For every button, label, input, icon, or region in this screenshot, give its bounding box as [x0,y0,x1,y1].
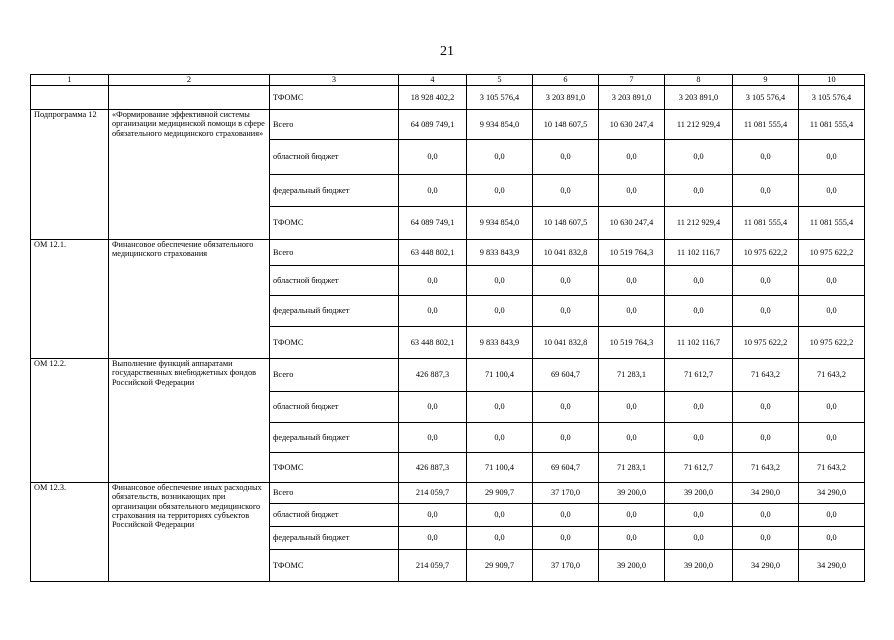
value-cell: 37 170,0 [533,483,599,504]
program-code: Подпрограмма 12 [31,110,109,240]
value-cell: 0,0 [665,140,733,175]
table-row [31,359,865,392]
value-cell: 10 630 247,4 [599,110,665,140]
value-cell: 0,0 [467,504,533,527]
value-cell: 0,0 [533,140,599,175]
value-cell: 0,0 [599,175,665,207]
table-body [31,86,865,582]
table-row [31,110,865,140]
value-cell: 69 604,7 [533,453,599,483]
value-cell: 39 200,0 [665,483,733,504]
value-cell: 3 203 891,0 [533,86,599,110]
value-cell: 0,0 [665,296,733,327]
program-description: «Формирование эффективной системы организации медицинской помощи в сфере обязательного медицинского страхования» [109,110,270,240]
funding-source: областной бюджет [270,392,399,423]
value-cell: 426 887,3 [399,359,467,392]
page-number: 21 [440,44,454,59]
value-cell: 34 290,0 [799,550,865,582]
value-cell: 214 059,7 [399,550,467,582]
value-cell: 64 089 749,1 [399,207,467,240]
value-cell: 0,0 [533,175,599,207]
value-cell: 9 833 843,9 [467,240,533,266]
value-cell: 0,0 [799,527,865,550]
value-cell: 0,0 [399,140,467,175]
value-cell: 71 283,1 [599,359,665,392]
column-number: 6 [533,75,599,86]
value-cell: 18 928 402,2 [399,86,467,110]
value-cell: 10 148 607,5 [533,207,599,240]
value-cell: 71 612,7 [665,359,733,392]
value-cell: 0,0 [799,504,865,527]
value-cell: 0,0 [799,140,865,175]
value-cell: 0,0 [799,423,865,453]
value-cell: 10 041 832,8 [533,240,599,266]
value-cell: 11 081 555,4 [733,110,799,140]
funding-source: ТФОМС [270,453,399,483]
funding-source: федеральный бюджет [270,296,399,327]
value-cell: 11 081 555,4 [799,110,865,140]
value-cell: 0,0 [533,504,599,527]
value-cell: 63 448 802,1 [399,240,467,266]
empty-cell [109,86,270,110]
funding-source: Всего [270,483,399,504]
value-cell: 0,0 [799,392,865,423]
funding-source: ТФОМС [270,86,399,110]
table-row [31,240,865,266]
value-cell: 0,0 [467,423,533,453]
value-cell: 0,0 [733,423,799,453]
value-cell: 34 290,0 [733,483,799,504]
value-cell: 71 283,1 [599,453,665,483]
value-cell: 0,0 [665,423,733,453]
value-cell: 29 909,7 [467,483,533,504]
value-cell: 0,0 [799,296,865,327]
funding-source: федеральный бюджет [270,423,399,453]
value-cell: 39 200,0 [599,550,665,582]
funding-source: областной бюджет [270,504,399,527]
program-description: Финансовое обеспечение обязательного медицинского страхования [109,240,270,359]
value-cell: 64 089 749,1 [399,110,467,140]
value-cell: 0,0 [665,527,733,550]
value-cell: 9 934 854,0 [467,110,533,140]
value-cell: 3 105 576,4 [467,86,533,110]
value-cell: 0,0 [399,423,467,453]
column-number: 9 [733,75,799,86]
value-cell: 0,0 [533,527,599,550]
value-cell: 0,0 [599,296,665,327]
value-cell: 9 934 854,0 [467,207,533,240]
value-cell: 0,0 [599,140,665,175]
value-cell: 71 643,2 [799,359,865,392]
value-cell: 0,0 [599,527,665,550]
value-cell: 3 203 891,0 [599,86,665,110]
value-cell: 9 833 843,9 [467,327,533,359]
value-cell: 10 519 764,3 [599,240,665,266]
column-number: 10 [799,75,865,86]
value-cell: 29 909,7 [467,550,533,582]
column-number: 1 [31,75,109,86]
value-cell: 39 200,0 [599,483,665,504]
value-cell: 11 212 929,4 [665,207,733,240]
program-code: ОМ 12.1. [31,240,109,359]
funding-source: Всего [270,240,399,266]
value-cell: 0,0 [467,266,533,296]
column-number: 5 [467,75,533,86]
value-cell: 0,0 [665,175,733,207]
value-cell: 0,0 [467,175,533,207]
value-cell: 37 170,0 [533,550,599,582]
value-cell: 0,0 [399,296,467,327]
funding-source: федеральный бюджет [270,527,399,550]
value-cell: 10 975 622,2 [799,240,865,266]
funding-source: ТФОМС [270,550,399,582]
value-cell: 0,0 [467,296,533,327]
column-number: 3 [270,75,399,86]
funding-source: Всего [270,359,399,392]
value-cell: 3 105 576,4 [799,86,865,110]
column-number: 8 [665,75,733,86]
value-cell: 0,0 [665,266,733,296]
value-cell: 10 975 622,2 [733,327,799,359]
value-cell: 11 081 555,4 [733,207,799,240]
value-cell: 0,0 [733,392,799,423]
value-cell: 10 630 247,4 [599,207,665,240]
value-cell: 0,0 [733,140,799,175]
value-cell: 0,0 [733,296,799,327]
value-cell: 11 102 116,7 [665,240,733,266]
column-number: 7 [599,75,665,86]
value-cell: 0,0 [599,423,665,453]
value-cell: 0,0 [665,392,733,423]
value-cell: 10 975 622,2 [733,240,799,266]
program-code: ОМ 12.2. [31,359,109,483]
table-row [31,86,865,110]
value-cell: 3 105 576,4 [733,86,799,110]
value-cell: 69 604,7 [533,359,599,392]
value-cell: 0,0 [533,266,599,296]
value-cell: 3 203 891,0 [665,86,733,110]
value-cell: 0,0 [399,504,467,527]
funding-source: ТФОМС [270,207,399,240]
value-cell: 0,0 [533,423,599,453]
empty-cell [31,86,109,110]
value-cell: 10 041 832,8 [533,327,599,359]
value-cell: 0,0 [467,527,533,550]
value-cell: 0,0 [533,392,599,423]
value-cell: 71 612,7 [665,453,733,483]
table-row [31,483,865,504]
value-cell: 0,0 [599,392,665,423]
value-cell: 10 519 764,3 [599,327,665,359]
value-cell: 71 643,2 [733,453,799,483]
value-cell: 10 148 607,5 [533,110,599,140]
funding-source: областной бюджет [270,140,399,175]
funding-source: ТФОМС [270,327,399,359]
value-cell: 39 200,0 [665,550,733,582]
value-cell: 11 102 116,7 [665,327,733,359]
financing-table [30,74,865,582]
value-cell: 0,0 [599,504,665,527]
value-cell: 214 059,7 [399,483,467,504]
value-cell: 71 100,4 [467,453,533,483]
column-number: 4 [399,75,467,86]
value-cell: 0,0 [399,392,467,423]
value-cell: 0,0 [533,296,599,327]
value-cell: 11 081 555,4 [799,207,865,240]
program-code: ОМ 12.3. [31,483,109,582]
value-cell: 0,0 [733,527,799,550]
value-cell: 10 975 622,2 [799,327,865,359]
value-cell: 11 212 929,4 [665,110,733,140]
value-cell: 0,0 [665,504,733,527]
value-cell: 0,0 [399,175,467,207]
value-cell: 426 887,3 [399,453,467,483]
value-cell: 0,0 [399,527,467,550]
value-cell: 34 290,0 [799,483,865,504]
value-cell: 0,0 [733,504,799,527]
value-cell: 0,0 [399,266,467,296]
funding-source: Всего [270,110,399,140]
value-cell: 63 448 802,1 [399,327,467,359]
value-cell: 0,0 [599,266,665,296]
value-cell: 0,0 [733,175,799,207]
funding-source: федеральный бюджет [270,175,399,207]
funding-source: областной бюджет [270,266,399,296]
value-cell: 71 643,2 [733,359,799,392]
value-cell: 0,0 [467,140,533,175]
value-cell: 0,0 [799,175,865,207]
value-cell: 34 290,0 [733,550,799,582]
column-number: 2 [109,75,270,86]
program-description: Финансовое обеспечение иных расходных обязательств, возникающих при организации обязательного медицинского страхования на территориях субъектов Российской Федерации [109,483,270,582]
value-cell: 71 100,4 [467,359,533,392]
value-cell: 71 643,2 [799,453,865,483]
value-cell: 0,0 [467,392,533,423]
value-cell: 0,0 [733,266,799,296]
program-description: Выполнение функций аппаратами государственных внебюджетных фондов Российской Федерации [109,359,270,483]
column-number-row [31,75,865,86]
value-cell: 0,0 [799,266,865,296]
